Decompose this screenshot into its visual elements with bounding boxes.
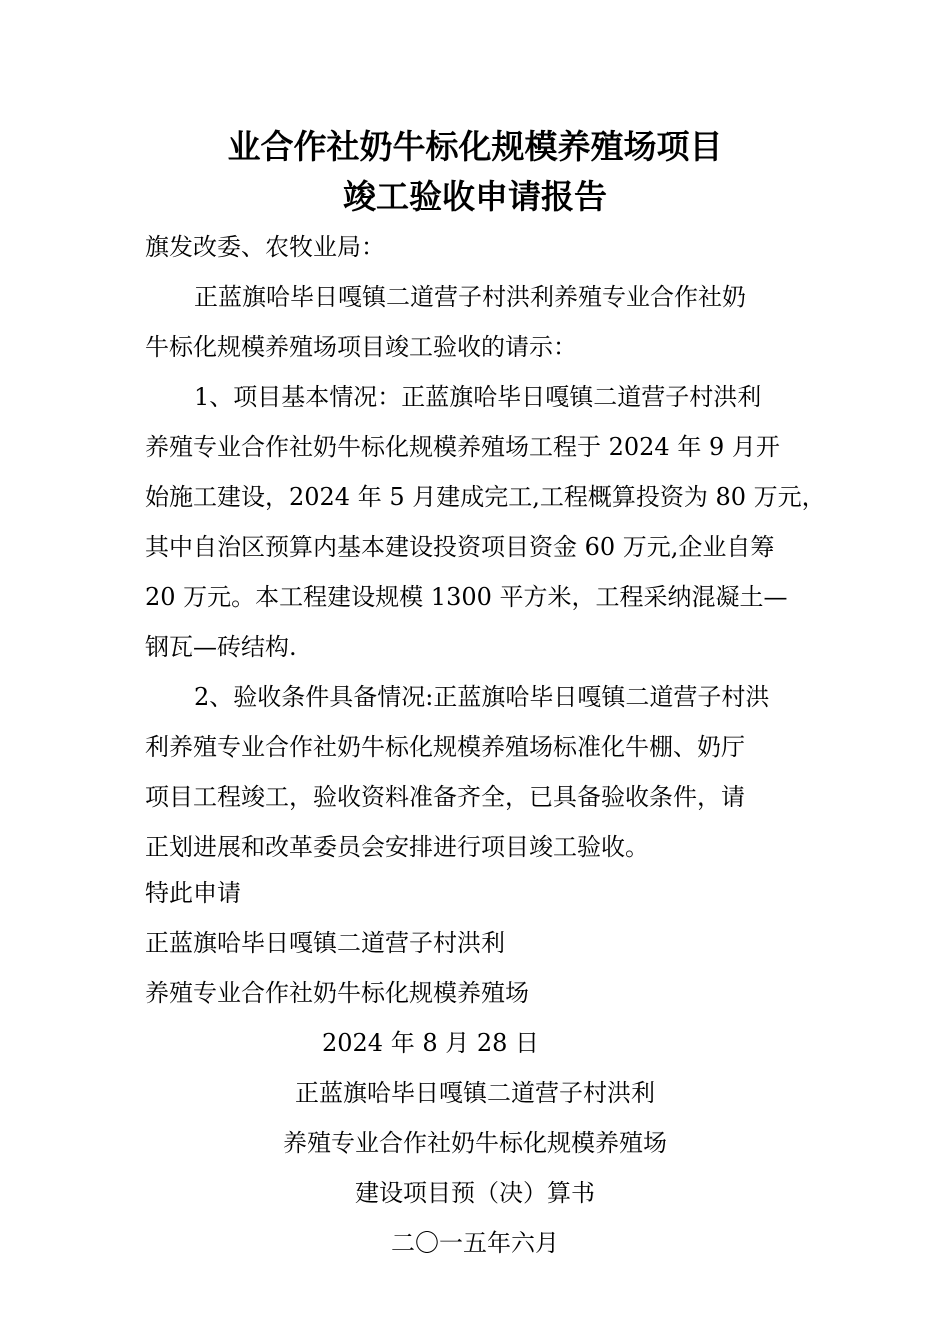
footer-line-3: 建设项目预（决）算书 — [355, 1179, 595, 1207]
salutation: 旗发改委、农牧业局： — [145, 233, 385, 261]
signature-date: 2024 年 8 月 28 日 — [322, 1029, 540, 1057]
footer-line-4: 二〇一五年六月 — [391, 1229, 559, 1257]
paragraph-2-line-1: 2、验收条件具备情况:正蓝旗哈毕日嘎镇二道营子村洪 — [194, 683, 770, 711]
paragraph-1-line-1: 1、项目基本情况：正蓝旗哈毕日嘎镇二道营子村洪利 — [194, 383, 762, 411]
paragraph-2-line-4: 正划进展和改革委员会安排进行项目竣工验收。 — [145, 833, 649, 861]
paragraph-1-line-2: 养殖专业合作社奶牛标化规模养殖场工程于 2024 年 9 月开 — [145, 433, 780, 461]
document-title-line-2: 竣工验收申请报告 — [343, 177, 607, 216]
paragraph-2-line-2: 利养殖专业合作社奶牛标化规模养殖场标准化牛棚、奶厅 — [145, 733, 745, 761]
paragraph-1-line-6: 钢瓦—砖结构. — [145, 633, 297, 661]
closing: 特此申请 — [145, 879, 241, 907]
intro-line-2: 牛标化规模养殖场项目竣工验收的请示： — [145, 333, 577, 361]
paragraph-2-line-3: 项目工程竣工，验收资料准备齐全，已具备验收条件，请 — [145, 783, 745, 811]
intro-line-1: 正蓝旗哈毕日嘎镇二道营子村洪利养殖专业合作社奶 — [194, 283, 746, 311]
document-title-line-1: 业合作社奶牛标化规模养殖场项目 — [227, 127, 723, 166]
paragraph-1-line-5: 20 万元。本工程建设规模 1300 平方米，工程采纳混凝土— — [145, 583, 788, 611]
paragraph-1-line-4: 其中自治区预算内基本建设投资项目资金 60 万元,企业自筹 — [145, 533, 775, 561]
signature-line-1: 正蓝旗哈毕日嘎镇二道营子村洪利 — [145, 929, 505, 957]
signature-line-2: 养殖专业合作社奶牛标化规模养殖场 — [145, 979, 529, 1007]
footer-line-1: 正蓝旗哈毕日嘎镇二道营子村洪利 — [295, 1079, 655, 1107]
paragraph-1-line-3: 始施工建设，2024 年 5 月建成完工,工程概算投资为 80 万元， — [145, 483, 826, 511]
footer-line-2: 养殖专业合作社奶牛标化规模养殖场 — [283, 1129, 667, 1157]
